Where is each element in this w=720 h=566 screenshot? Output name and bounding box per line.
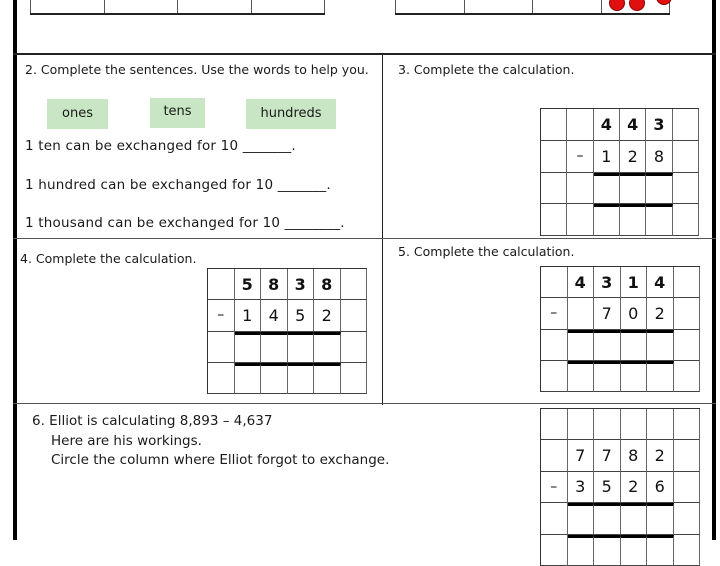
answer-cell[interactable] <box>288 363 315 394</box>
q6-prompt-block <box>32 412 389 471</box>
q2-sentence-2: 1 hundred can be exchanged for 10 _______. <box>25 177 331 193</box>
page-border-right <box>712 0 716 540</box>
answer-cell[interactable] <box>314 332 341 363</box>
answer-cell[interactable] <box>314 363 341 394</box>
answer-cell[interactable] <box>594 409 621 440</box>
answer-cell[interactable] <box>673 109 699 141</box>
answer-cell[interactable] <box>341 300 368 331</box>
answer-cell[interactable] <box>621 330 648 361</box>
answer-cell[interactable] <box>541 440 568 471</box>
grid-cell <box>465 0 534 13</box>
answer-cell[interactable] <box>647 535 674 566</box>
answer-cell[interactable] <box>674 440 701 471</box>
section-divider <box>13 403 716 404</box>
answer-cell[interactable] <box>620 173 646 205</box>
answer-cell[interactable] <box>567 109 593 141</box>
grid-cell <box>178 0 252 13</box>
digit-cell: 5 <box>288 300 315 331</box>
digit-cell: 7 <box>568 440 595 471</box>
digit-cell: 2 <box>647 440 674 471</box>
page-border-left <box>13 0 17 540</box>
answer-cell[interactable] <box>594 330 621 361</box>
answer-cell[interactable] <box>541 173 567 205</box>
answer-cell[interactable] <box>621 361 648 392</box>
answer-cell[interactable] <box>673 141 699 173</box>
red-counter-icon <box>629 0 645 11</box>
digit-cell: 5 <box>594 472 621 503</box>
digit-cell: 8 <box>621 440 648 471</box>
answer-cell[interactable] <box>647 503 674 534</box>
q3-calculation-grid <box>540 108 699 236</box>
answer-cell[interactable] <box>568 330 595 361</box>
answer-cell[interactable] <box>541 503 568 534</box>
q2-sentence-3: 1 thousand can be exchanged for 10 ________. <box>25 215 345 231</box>
minus-sign: – <box>541 298 568 329</box>
answer-cell[interactable] <box>674 298 701 329</box>
word-bank-hundreds: hundreds <box>246 99 336 129</box>
q6-workings-grid <box>540 408 700 566</box>
q1-place-value-grid-right <box>395 0 670 15</box>
answer-cell[interactable] <box>621 535 648 566</box>
answer-cell[interactable] <box>621 503 648 534</box>
grid-cell <box>533 0 602 13</box>
digit-cell: 4 <box>261 300 288 331</box>
digit-cell: 3 <box>288 269 315 300</box>
answer-cell[interactable] <box>674 330 701 361</box>
digit-cell: 6 <box>647 472 674 503</box>
q2-prompt: 2. Complete the sentences. Use the words to help you. <box>25 62 369 77</box>
digit-cell: 8 <box>314 269 341 300</box>
grid-cell <box>252 0 326 13</box>
answer-cell[interactable] <box>621 409 648 440</box>
grid-cell <box>395 0 465 13</box>
column-divider <box>382 55 383 405</box>
digit-cell: 2 <box>620 141 646 173</box>
word-bank-ones: ones <box>47 99 108 129</box>
answer-cell[interactable] <box>341 332 368 363</box>
digit-cell: 2 <box>314 300 341 331</box>
answer-cell[interactable] <box>646 173 672 205</box>
answer-cell[interactable] <box>594 204 620 236</box>
answer-cell[interactable] <box>567 173 593 205</box>
answer-cell[interactable] <box>647 361 674 392</box>
answer-cell[interactable] <box>541 409 568 440</box>
answer-cell[interactable] <box>594 535 621 566</box>
grid-cell <box>30 0 105 13</box>
answer-cell[interactable] <box>235 363 262 394</box>
answer-cell[interactable] <box>541 109 567 141</box>
minus-sign: – <box>208 300 235 331</box>
answer-cell[interactable] <box>261 332 288 363</box>
q5-prompt: 5. Complete the calculation. <box>398 244 575 259</box>
digit-cell: 4 <box>620 109 646 141</box>
digit-cell: 2 <box>621 472 648 503</box>
answer-cell[interactable] <box>647 330 674 361</box>
section-divider <box>13 53 716 55</box>
digit-cell: 1 <box>594 141 620 173</box>
answer-cell[interactable] <box>674 472 701 503</box>
grid-cell-counters <box>602 0 671 13</box>
digit-cell: 5 <box>235 269 262 300</box>
answer-cell[interactable] <box>541 267 568 298</box>
answer-cell[interactable] <box>568 535 595 566</box>
answer-cell[interactable] <box>235 332 262 363</box>
digit-cell: 7 <box>594 440 621 471</box>
red-counter-icon <box>656 0 672 5</box>
answer-cell[interactable] <box>261 363 288 394</box>
digit-cell: 3 <box>568 472 595 503</box>
answer-cell[interactable] <box>288 332 315 363</box>
answer-cell[interactable] <box>568 298 595 329</box>
answer-cell[interactable] <box>594 503 621 534</box>
answer-cell[interactable] <box>674 409 701 440</box>
digit-cell: 4 <box>594 109 620 141</box>
digit-cell: 2 <box>647 298 674 329</box>
q5-calculation-grid <box>540 266 700 392</box>
q3-prompt: 3. Complete the calculation. <box>398 62 575 77</box>
answer-cell[interactable] <box>594 173 620 205</box>
answer-cell[interactable] <box>646 204 672 236</box>
answer-cell[interactable] <box>620 204 646 236</box>
answer-cell[interactable] <box>541 141 567 173</box>
answer-cell[interactable] <box>674 535 701 566</box>
section-divider <box>13 238 716 239</box>
digit-cell: 8 <box>261 269 288 300</box>
answer-cell[interactable] <box>594 361 621 392</box>
answer-cell[interactable] <box>568 361 595 392</box>
q6-line-3: Circle the column where Elliot forgot to exchange. <box>51 452 390 468</box>
answer-cell[interactable] <box>541 535 568 566</box>
minus-sign: – <box>541 472 568 503</box>
red-counter-icon <box>609 0 625 11</box>
answer-cell[interactable] <box>567 204 593 236</box>
answer-cell[interactable] <box>208 332 235 363</box>
q6-line-1: 6. Elliot is calculating 8,893 – 4,637 <box>32 413 273 429</box>
answer-cell[interactable] <box>541 204 567 236</box>
answer-cell[interactable] <box>341 363 368 394</box>
digit-cell: 7 <box>594 298 621 329</box>
q2-sentence-1: 1 ten can be exchanged for 10 _______. <box>25 138 296 154</box>
q6-line-2: Here are his workings. <box>51 432 202 449</box>
q1-place-value-grid-left <box>30 0 325 15</box>
answer-cell[interactable] <box>208 269 235 300</box>
digit-cell: 0 <box>621 298 648 329</box>
answer-cell[interactable] <box>673 173 699 205</box>
digit-cell: 3 <box>594 267 621 298</box>
digit-cell: 3 <box>646 109 672 141</box>
digit-cell: 1 <box>235 300 262 331</box>
q4-prompt: 4. Complete the calculation. <box>20 251 197 266</box>
answer-cell[interactable] <box>674 503 701 534</box>
answer-cell[interactable] <box>568 409 595 440</box>
digit-cell: 4 <box>568 267 595 298</box>
answer-cell[interactable] <box>341 269 368 300</box>
digit-cell: 4 <box>647 267 674 298</box>
digit-cell: 1 <box>621 267 648 298</box>
word-bank-tens: tens <box>150 98 205 128</box>
answer-cell[interactable] <box>208 363 235 394</box>
minus-sign: – <box>567 141 593 173</box>
answer-cell[interactable] <box>541 361 568 392</box>
answer-cell[interactable] <box>673 204 699 236</box>
digit-cell: 8 <box>646 141 672 173</box>
answer-cell[interactable] <box>568 503 595 534</box>
grid-cell <box>105 0 179 13</box>
answer-cell[interactable] <box>674 267 701 298</box>
answer-cell[interactable] <box>647 409 674 440</box>
answer-cell[interactable] <box>674 361 701 392</box>
answer-cell[interactable] <box>541 330 568 361</box>
q4-calculation-grid <box>207 268 367 394</box>
